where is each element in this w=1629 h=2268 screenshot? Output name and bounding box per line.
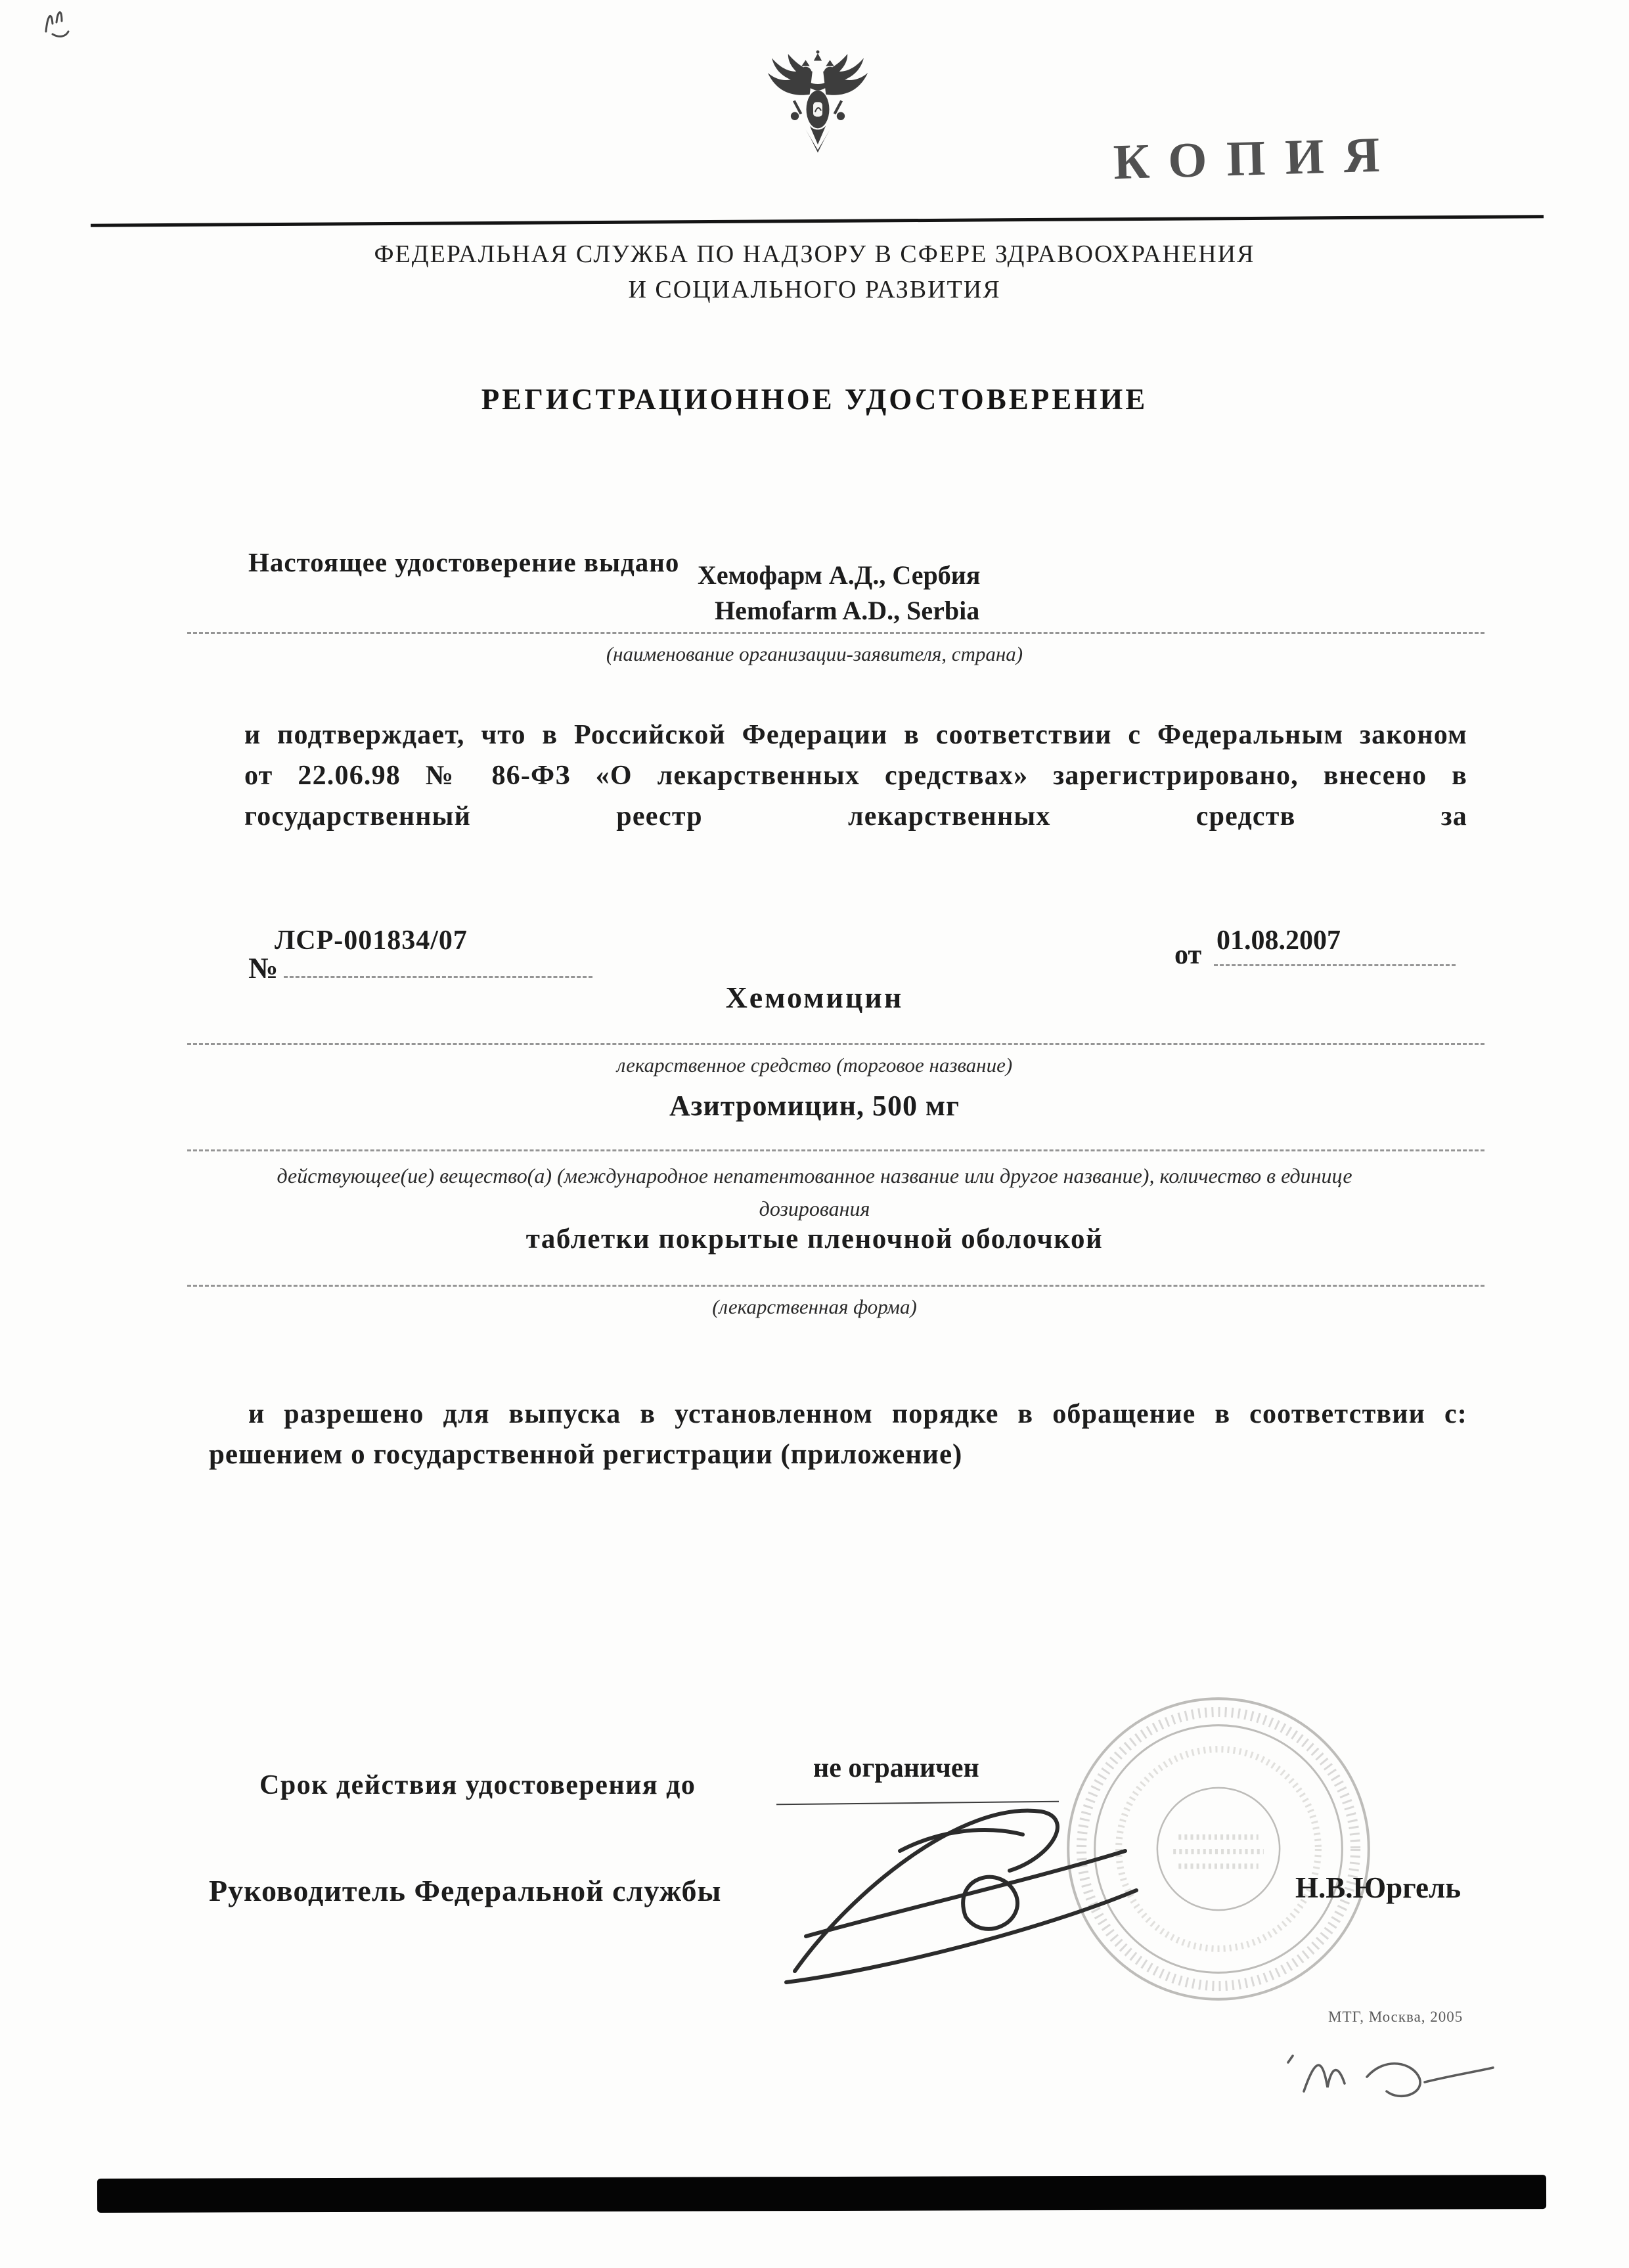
head-label: Руководитель Федеральной службы [209, 1874, 722, 1907]
bottom-scan-bar [97, 2175, 1546, 2213]
issued-label: Настоящее удостоверение выдано [248, 547, 680, 577]
trade-name-underline [187, 1043, 1484, 1045]
release-line1: и разрешено для выпуска в установленном порядке в обращение в соответствии с: [248, 1399, 1467, 1429]
trade-name-caption: лекарственное средство (торговое название) [616, 1054, 1013, 1077]
registration-date: 01.08.2007 [1216, 925, 1341, 956]
document-title: РЕГИСТРАЦИОННОЕ УДОСТОВЕРЕНИЕ [481, 383, 1148, 416]
registration-number-underline [284, 976, 592, 978]
head-name: Н.В.Юргель [1295, 1871, 1462, 1904]
active-substance: Азитромицин, 500 мг [669, 1090, 960, 1122]
agency-name-line1: ФЕДЕРАЛЬНАЯ СЛУЖБА ПО НАДЗОРУ В СФЕРЕ ЗДРАВООХРАНЕНИЯ [374, 240, 1255, 268]
dosage-form: таблетки покрытые пленочной оболочкой [525, 1224, 1104, 1255]
holder-underline [187, 632, 1484, 634]
corner-scribble [38, 3, 91, 46]
coat-of-arms [750, 50, 885, 168]
top-rule [91, 215, 1544, 227]
confirmation-paragraph: и подтверждает, что в Российской Федерации в соответствии с Федеральным законом от 22.06.98 № 86-ФЗ «О лекарственных средствах» зарегистрировано, внесено в государственный реестр лекарственных средств за [244, 720, 1467, 832]
registration-number-label: № [248, 952, 279, 985]
registration-number: ЛСР-001834/07 [275, 925, 468, 956]
holder-caption: (наименование организации-заявителя, страна) [606, 642, 1023, 665]
substance-underline [187, 1149, 1484, 1151]
holder-name-en: Hemofarm A.D., Serbia [715, 596, 980, 625]
validity-label: Срок действия удостоверения до [259, 1770, 696, 1800]
registration-date-underline [1214, 964, 1456, 966]
handwritten-mark [1284, 2035, 1501, 2110]
dosage-form-caption: (лекарственная форма) [712, 1295, 917, 1318]
agency-name-line2: И СОЦИАЛЬНОГО РАЗВИТИЯ [628, 276, 1001, 303]
validity-value: не ограничен [813, 1753, 979, 1783]
signature [765, 1771, 1153, 1994]
release-line2: решением о государственной регистрации (приложение) [209, 1439, 963, 1470]
registration-date-label: от [1174, 940, 1202, 970]
substance-caption: действующее(ие) вещество(а) (международное непатентованное название или другое название), количество в единице дозирования [277, 1164, 1352, 1220]
copy-stamp: КОПИЯ [1112, 126, 1400, 190]
printer-mark: МТГ, Москва, 2005 [1328, 2009, 1463, 2025]
dosage-form-underline [187, 1285, 1484, 1287]
holder-name-ru: Хемофарм А.Д., Сербия [698, 560, 981, 590]
trade-name: Хемомицин [725, 981, 904, 1014]
